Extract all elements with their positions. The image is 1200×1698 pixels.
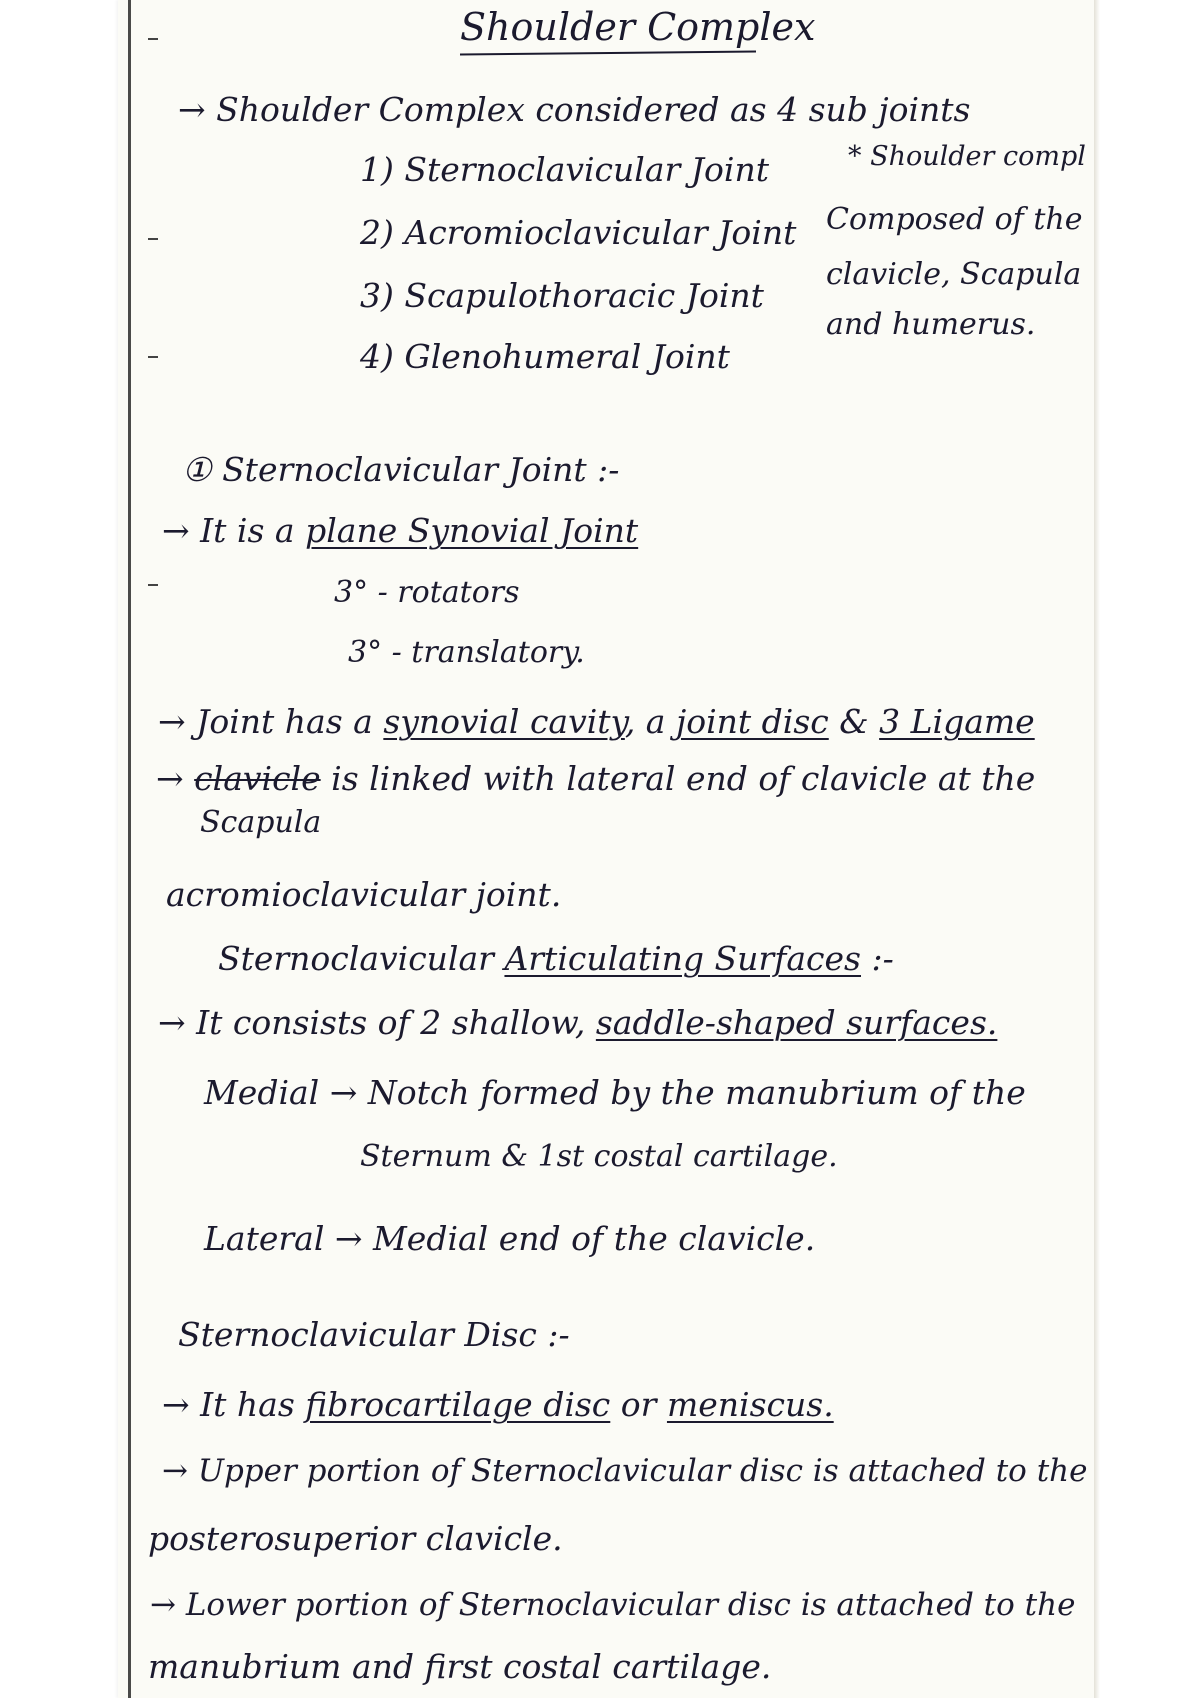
text-line: → Upper portion of Sternoclavicular disc is attached to the	[162, 1453, 1088, 1489]
underlined-term: plane Synovial Joint	[305, 511, 639, 550]
text-line: acromioclavicular joint.	[166, 875, 562, 914]
underlined-term: 3 Ligame	[879, 702, 1035, 741]
text-line	[162, 511, 639, 550]
text-line: 3° - translatory.	[348, 635, 585, 670]
side-note-line: Composed of the	[826, 202, 1083, 237]
sub-joint-3: 3) Scapulothoracic Joint	[360, 276, 764, 315]
text-line: Sternum & 1st costal cartilage.	[360, 1139, 838, 1174]
struck-word: clavicle	[194, 759, 321, 798]
line-prefix: → Joint has a	[158, 702, 373, 741]
intro-line	[178, 90, 971, 129]
text-line: Lateral → Medial end of the clavicle.	[204, 1219, 816, 1258]
text-line: manubrium and first costal cartilage.	[148, 1647, 772, 1686]
text-line	[162, 1385, 834, 1424]
inserted-word: Scapula	[200, 805, 322, 840]
heading-text: :-	[871, 939, 894, 978]
text-line	[158, 1003, 998, 1042]
underlined-term: saddle-shaped surfaces.	[595, 1003, 998, 1042]
text-line	[158, 702, 1035, 741]
arrow-icon: →	[156, 759, 184, 798]
text-line: posterosuperior clavicle.	[148, 1519, 563, 1558]
underlined-term: synovial cavity	[383, 702, 625, 741]
section-heading: ① Sternoclavicular Joint :-	[182, 450, 620, 489]
margin-tick	[148, 38, 158, 40]
underlined-term: meniscus.	[666, 1385, 834, 1424]
underlined-term: Articulating Surfaces	[504, 939, 861, 978]
section-heading: Sternoclavicular Disc :-	[178, 1315, 570, 1354]
sub-joint-1: 1) Sternoclavicular Joint	[360, 150, 769, 189]
line-text: is linked with lateral end of clavicle at the	[331, 759, 1036, 798]
arrow-icon: →	[178, 90, 206, 129]
line-prefix: → It has	[162, 1385, 295, 1424]
line-text: or	[620, 1385, 657, 1424]
margin-tick	[148, 356, 158, 358]
page-title: Shoulder Complex	[460, 5, 816, 49]
margin-line	[128, 0, 131, 1698]
sub-joint-4: 4) Glenohumeral Joint	[360, 337, 730, 376]
paper-sheet	[118, 0, 1100, 1698]
underlined-term: joint disc	[675, 702, 829, 741]
side-note-line: clavicle, Scapula	[826, 257, 1082, 292]
side-note-line: and humerus.	[826, 307, 1036, 342]
text-line: Medial → Notch formed by the manubrium of the	[204, 1073, 1026, 1112]
text-line: 3° - rotators	[334, 575, 520, 610]
text-line	[156, 759, 1036, 798]
side-note-line: * Shoulder compl	[848, 141, 1086, 172]
margin-tick	[148, 238, 158, 240]
line-prefix: → It is a	[162, 511, 295, 550]
section-heading	[218, 939, 894, 978]
margin-tick	[148, 584, 158, 586]
sub-joint-2: 2) Acromioclavicular Joint	[360, 213, 797, 252]
line-text: , a	[624, 702, 666, 741]
text-line: → Lower portion of Sternoclavicular disc is attached to the	[150, 1587, 1076, 1623]
line-text: &	[839, 702, 869, 741]
heading-text: Sternoclavicular	[218, 939, 494, 978]
line-prefix: → It consists of 2 shallow,	[158, 1003, 586, 1042]
intro-text: Shoulder Complex considered as 4 sub joints	[216, 90, 971, 129]
underlined-term: fibrocartilage disc	[305, 1385, 611, 1424]
paper-edge	[1094, 0, 1100, 1698]
